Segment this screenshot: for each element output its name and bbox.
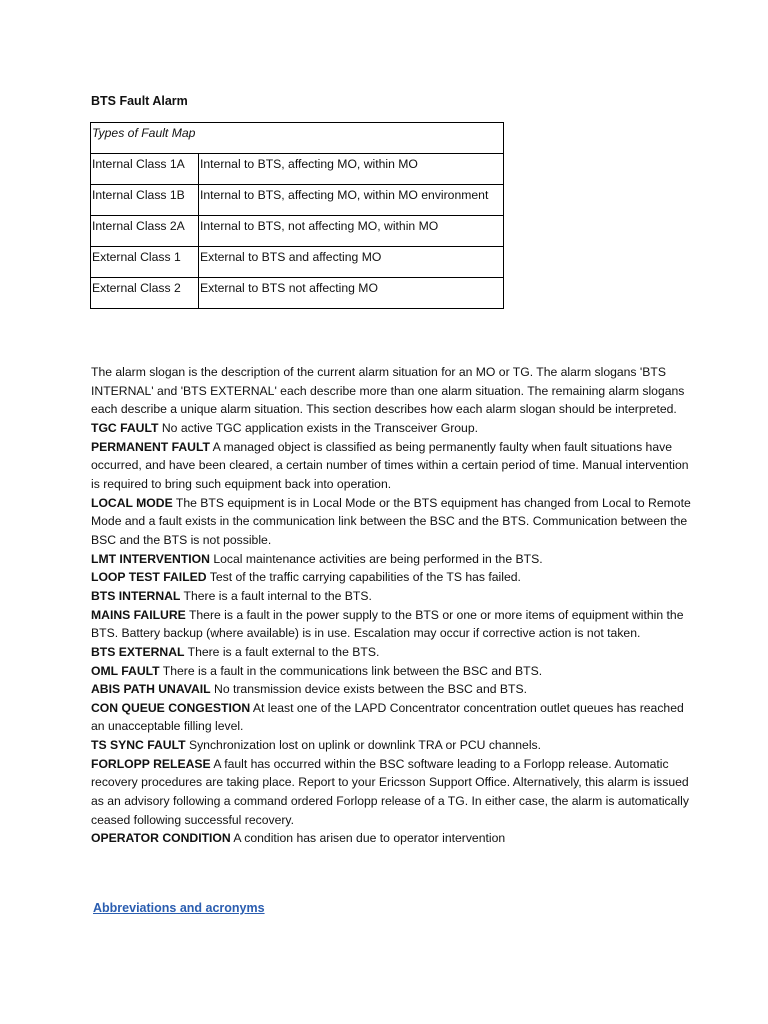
- table-row: [91, 216, 504, 247]
- fault-class-cell: Internal Class 1A: [91, 154, 199, 185]
- slogan-text: A condition has arisen due to operator intervention: [230, 831, 506, 846]
- fault-description-cell: External to BTS not affecting MO: [199, 278, 504, 309]
- slogan-name: TGC FAULT: [91, 420, 159, 435]
- slogan-name: TS SYNC FAULT: [91, 738, 186, 753]
- slogan-entry: [91, 550, 691, 569]
- slogan-text: There is a fault internal to the BTS.: [180, 588, 372, 603]
- slogan-entry: [91, 662, 691, 681]
- slogan-text: There is a fault external to the BTS.: [184, 644, 380, 659]
- slogan-name: FORLOPP RELEASE: [91, 756, 211, 771]
- table-row: [91, 185, 504, 216]
- fault-map-table: [90, 122, 504, 309]
- slogan-entry: [91, 438, 691, 494]
- slogan-name: PERMANENT FAULT: [91, 439, 210, 454]
- slogan-entry: [91, 568, 691, 587]
- slogan-name: BTS EXTERNAL: [91, 644, 185, 659]
- slogan-text: No active TGC application exists in the Transceiver Group.: [158, 420, 478, 435]
- slogan-entry: [91, 736, 691, 755]
- slogan-entry: [91, 643, 691, 662]
- fault-class-cell: External Class 1: [91, 247, 199, 278]
- slogan-entry: [91, 494, 691, 550]
- slogan-entry: [91, 829, 691, 848]
- slogan-entry: [91, 587, 691, 606]
- slogan-text: A fault has occurred within the BSC software leading to a Forlopp release. Automatic recovery procedures are taking place. Report to your Ericsson Support Office. Alternatively, this alarm is issued as an advisory following a command ordered Forlopp release of a TG. In either case, the alarm is automatically ceased following successful recovery.: [91, 756, 689, 827]
- fault-class-cell: Internal Class 1B: [91, 185, 199, 216]
- fault-description-cell: Internal to BTS, affecting MO, within MO: [199, 154, 504, 185]
- intro-paragraph: The alarm slogan is the description of the current alarm situation for an MO or TG. The alarm slogans 'BTS INTERNAL' and 'BTS EXTERNAL' each describe more than one alarm situation. The remaining alarm slogans each describe a unique alarm situation. This section describes how each alarm slogan should be interpreted.: [91, 365, 685, 417]
- slogan-name: OPERATOR CONDITION: [91, 831, 231, 846]
- fault-description-cell: External to BTS and affecting MO: [199, 247, 504, 278]
- table-header-row: [91, 123, 504, 154]
- fault-description-cell: Internal to BTS, affecting MO, within MO environment: [199, 185, 504, 216]
- slogan-text: There is a fault in the communications link between the BSC and BTS.: [159, 663, 543, 678]
- abbreviations-link[interactable]: Abbreviations and acronyms: [93, 901, 265, 915]
- slogan-text: At least one of the LAPD Concentrator concentration outlet queues has reached an unacceptable filling level.: [91, 700, 684, 734]
- slogan-name: ABIS PATH UNAVAIL: [91, 682, 211, 697]
- table-row: [91, 278, 504, 309]
- slogan-text: A managed object is classified as being permanently faulty when fault situations have occurred, and have been cleared, a certain number of times within a certain period of time. Manual intervention is required to bring such equipment back into operation.: [91, 439, 689, 491]
- slogan-entry: [91, 680, 691, 699]
- slogan-text: Synchronization lost on uplink or downlink TRA or PCU channels.: [185, 738, 542, 753]
- slogan-text: Local maintenance activities are being performed in the BTS.: [209, 551, 543, 566]
- document-title: BTS Fault Alarm: [91, 94, 188, 108]
- fault-description-cell: Internal to BTS, not affecting MO, within MO: [199, 216, 504, 247]
- alarm-description-body: [91, 363, 691, 848]
- slogan-name: BTS INTERNAL: [91, 588, 181, 603]
- table-row: [91, 247, 504, 278]
- fault-class-cell: External Class 2: [91, 278, 199, 309]
- slogan-entry: [91, 606, 691, 643]
- slogan-name: CON QUEUE CONGESTION: [91, 700, 251, 715]
- slogan-name: MAINS FAILURE: [91, 607, 186, 622]
- slogan-name: OML FAULT: [91, 663, 160, 678]
- slogan-entry: [91, 419, 691, 438]
- fault-class-cell: Internal Class 2A: [91, 216, 199, 247]
- slogan-entry: [91, 699, 691, 736]
- slogan-name: LOCAL MODE: [91, 495, 173, 510]
- slogan-entry: [91, 755, 691, 830]
- slogan-text: Test of the traffic carrying capabilities of the TS has failed.: [206, 570, 521, 585]
- slogan-text: No transmission device exists between the BSC and BTS.: [210, 682, 527, 697]
- table-header-cell: Types of Fault Map: [91, 123, 504, 154]
- table-row: [91, 154, 504, 185]
- slogan-name: LOOP TEST FAILED: [91, 570, 207, 585]
- slogan-text: There is a fault in the power supply to the BTS or one or more items of equipment within the BTS. Battery backup (where available) is in use. Escalation may occur if corrective action is not taken.: [91, 607, 684, 641]
- slogan-text: The BTS equipment is in Local Mode or the BTS equipment has changed from Local to Remote Mode and a fault exists in the communication link between the BSC and the BTS. Communication between the BSC and the BTS is not possible.: [91, 495, 691, 547]
- slogan-name: LMT INTERVENTION: [91, 551, 210, 566]
